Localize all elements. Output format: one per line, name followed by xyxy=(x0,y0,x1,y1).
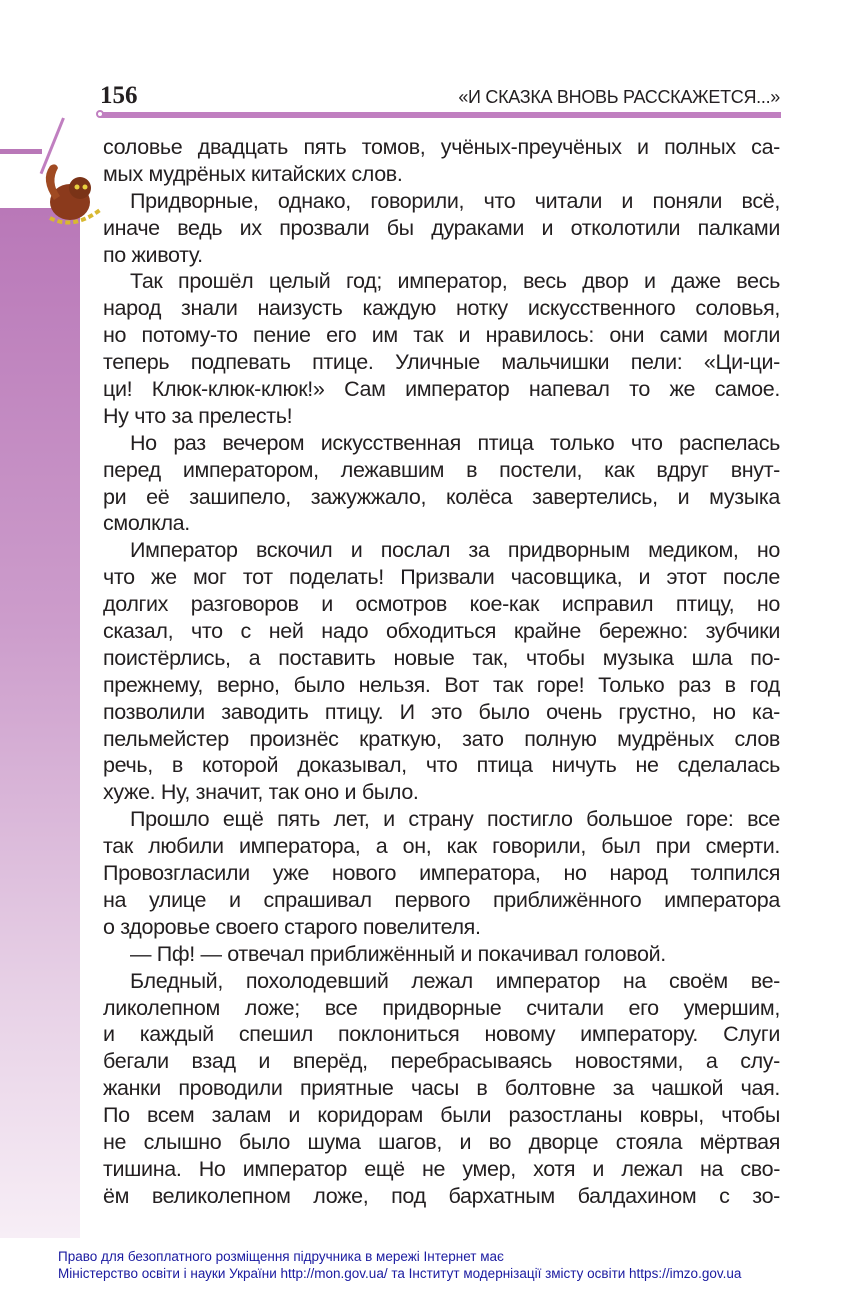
text-line: ри её зашипело, зажужжало, колёса завертелись, и музыка xyxy=(103,484,780,509)
text-line: поистёрлись, а поставить новые так, чтобы музыка шла по- xyxy=(103,645,780,670)
decorative-line xyxy=(0,149,42,154)
text-line: соловье двадцать пять томов, учёных-преучёных и полных са- xyxy=(103,135,780,159)
text-line: Император вскочил и послал за придворным медиком, но xyxy=(130,538,780,563)
footer-line: Право для безоплатного розміщення підручника в мережі Інтернет має xyxy=(58,1249,504,1264)
text-line: о здоровье своего старого повелителя. xyxy=(103,914,481,939)
running-title: «И СКАЗКА ВНОВЬ РАССКАЖЕТСЯ...» xyxy=(458,87,780,107)
text-line: перед императором, лежавшим в постели, как вдруг внут- xyxy=(103,457,780,482)
text-line: пельмейстер произнёс краткую, зато полную мудрёных слов xyxy=(103,726,780,751)
text-line: на улице и спрашивал первого приближённого императора xyxy=(103,887,780,912)
footer-line: Міністерство освіти і науки України http://mon.gov.ua/ та Інститут модернізації змісту освіти https://imzo.gov.ua xyxy=(58,1266,742,1281)
text-line: теперь подпевать птице. Уличные мальчишки пели: «Ци-ци- xyxy=(103,350,780,375)
text-line: Бледный, похолодевший лежал император на своём ве- xyxy=(130,968,780,993)
header-rule xyxy=(100,112,781,118)
text-line: Но раз вечером искусственная птица только что распелась xyxy=(130,430,780,455)
sidebar-decoration xyxy=(0,208,80,1238)
text-line: Прошло ещё пять лет, и страну постигло большое горе: все xyxy=(130,807,780,832)
text-line: народ знали наизусть каждую нотку искусственного соловья, xyxy=(103,296,780,321)
text-line: ликолепном ложе; все придворные считали его умершим, xyxy=(103,995,780,1020)
text-line: По всем залам и коридорам были разостланы ковры, чтобы xyxy=(103,1103,780,1128)
page-body-text xyxy=(103,134,780,1210)
text-line: тишина. Но император ещё не умер, хотя и лежал на сво- xyxy=(103,1156,780,1181)
text-line: бегали взад и вперёд, перебрасываясь новостями, а слу- xyxy=(103,1049,780,1074)
text-line: и каждый спешил поклониться новому императору. Слуги xyxy=(103,1022,780,1047)
cat-illustration xyxy=(28,160,108,230)
text-line: смолкла. xyxy=(103,511,190,536)
text-line: сказал, что с ней надо обходиться крайне бережно: зубчики xyxy=(103,619,780,644)
text-line: прежнему, верно, было нельзя. Вот так горе! Только раз в год xyxy=(103,672,780,697)
text-line: не слышно было шума шагов, и во дворце стояла мёртвая xyxy=(103,1129,780,1154)
text-line: Провозгласили уже нового императора, но народ толпился xyxy=(103,861,780,886)
text-line: по животу. xyxy=(103,242,203,267)
text-line: ём великолепном ложе, под бархатным балдахином с зо- xyxy=(103,1183,780,1208)
header-rule-dot xyxy=(96,110,104,118)
text-line: но потому-то пение его им так и нравилось: они сами могли xyxy=(103,323,780,348)
text-line: что же мог тот поделать! Призвали часовщика, и этот после xyxy=(103,565,780,590)
page-number: 156 xyxy=(100,82,138,109)
text-line: Придворные, однако, говорили, что читали и поняли всё, xyxy=(130,188,780,213)
footer-notice xyxy=(58,1248,741,1282)
text-line: так любили императора, а он, как говорили, был при смерти. xyxy=(103,834,780,859)
text-line: Так прошёл целый год; император, весь двор и даже весь xyxy=(130,269,780,294)
text-line: речь, в которой доказывал, что птица ничуть не сделалась xyxy=(103,753,780,778)
text-line: ци! Клюк-клюк-клюк!» Сам император напевал то же самое. xyxy=(103,377,780,402)
text-line: жанки проводили приятные часы в болтовне за чашкой чая. xyxy=(103,1076,780,1101)
text-line: — Пф! — отвечал приближённый и покачивал головой. xyxy=(130,941,666,966)
text-line: Ну что за прелесть! xyxy=(103,403,293,428)
text-line: мых мудрёных китайских слов. xyxy=(103,161,403,186)
text-line: хуже. Ну, значит, так оно и было. xyxy=(103,780,419,805)
text-line: долгих разговоров и осмотров кое-как исправил птицу, но xyxy=(103,592,780,617)
text-line: иначе ведь их прозвали бы дураками и отколотили палками xyxy=(103,215,780,240)
text-line: позволили заводить птицу. И это было очень грустно, но ка- xyxy=(103,699,780,724)
